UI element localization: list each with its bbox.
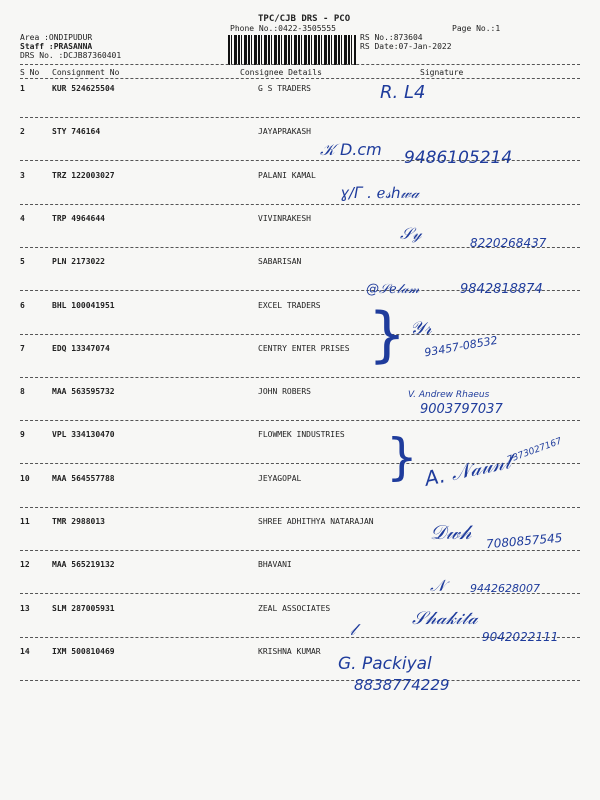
staff-label: Staff :PRASANNA <box>20 42 93 51</box>
row-serial-number: 14 <box>20 647 30 656</box>
divider <box>20 64 580 65</box>
row-divider <box>20 680 580 681</box>
signature-4-phone: 8220268437 <box>470 236 547 250</box>
column-header-sno: S No <box>20 68 40 77</box>
row-consignment-number: TRZ 122003027 <box>52 171 115 180</box>
row-consignee: SABARISAN <box>258 257 302 266</box>
row-serial-number: 10 <box>20 474 30 483</box>
row-consignment-number: BHL 100041951 <box>52 301 115 310</box>
row-serial-number: 7 <box>20 344 25 353</box>
row-consignment-number: PLN 2173022 <box>52 257 105 266</box>
row-consignee: CENTRY ENTER PRISES <box>258 344 350 353</box>
report-title: TPC/CJB DRS - PCO <box>258 14 351 24</box>
row-consignee: JEYAGOPAL <box>258 474 302 483</box>
row-serial-number: 12 <box>20 560 30 569</box>
signature-7-scribble: 𝒴𝓇 <box>410 318 432 339</box>
signature-14-name: G. Packiyal <box>338 654 432 674</box>
row-serial-number: 5 <box>20 257 25 266</box>
row-consignment-number: TMR 2988013 <box>52 517 105 526</box>
row-consignment-number: STY 746164 <box>52 127 101 136</box>
signature-13-mark: 𝓁 <box>350 620 356 639</box>
row-consignment-number: VPL 334130470 <box>52 430 115 439</box>
row-serial-number: 11 <box>20 517 30 526</box>
row-divider <box>20 420 580 421</box>
signature-5-scribble: @𝒮ℯ𝓁𝒶𝓂 <box>366 282 420 297</box>
signature-12-scribble: 𝒩 <box>430 576 446 595</box>
row-consignee: G S TRADERS <box>258 84 311 93</box>
row-consignment-number: EDQ 13347074 <box>52 344 110 353</box>
row-consignee: JOHN ROBERS <box>258 387 311 396</box>
row-divider <box>20 204 580 205</box>
row-serial-number: 3 <box>20 171 25 180</box>
signature-12-phone: 9442628007 <box>470 582 540 595</box>
signature-11-scribble: 𝒟𝓌𝒽 <box>430 520 472 544</box>
signature-14-phone: 8838774229 <box>354 676 450 694</box>
row-consignment-number: MAA 564557788 <box>52 474 115 483</box>
row-serial-number: 6 <box>20 301 25 310</box>
row-serial-number: 2 <box>20 127 25 136</box>
bracket-6-7: } <box>368 300 407 370</box>
column-header-signature: Signature <box>420 68 464 77</box>
signature-13-phone: 9042022111 <box>482 630 559 644</box>
bracket-9-10: } <box>386 428 418 486</box>
row-consignee: VIVINRAKESH <box>258 214 311 223</box>
row-consignment-number: SLM 287005931 <box>52 604 115 613</box>
column-header-consignee: Consignee Details <box>240 68 322 77</box>
barcode <box>228 35 356 65</box>
row-consignment-number: TRP 4964644 <box>52 214 105 223</box>
signature-10-phone: 7373027167 <box>506 436 564 466</box>
drs-number: DRS No. :DCJB87360401 <box>20 51 122 60</box>
row-consignee: JAYAPRAKASH <box>258 127 311 136</box>
area-label: Area :ONDIPUDUR <box>20 33 93 42</box>
signature-10-scribble: A. 𝒩𝒶𝓊𝓃𝓉 <box>422 449 513 491</box>
signature-8-phone: 9003797037 <box>420 402 503 417</box>
row-serial-number: 13 <box>20 604 30 613</box>
signature-2-scribble: 𝒦 D.cm <box>320 140 382 159</box>
signature-11-phone: 7080857545 <box>485 530 563 552</box>
row-consignment-number: MAA 563595732 <box>52 387 115 396</box>
row-serial-number: 8 <box>20 387 25 396</box>
phone-number: Phone No.:0422-3505555 <box>230 24 336 33</box>
row-consignment-number: KUR 524625504 <box>52 84 115 93</box>
divider <box>20 78 580 79</box>
signature-13-scribble: 𝒮𝒽𝒶𝓀𝒾𝓉𝒶 <box>412 608 478 629</box>
row-serial-number: 9 <box>20 430 25 439</box>
rs-date: RS Date:07-Jan-2022 <box>360 42 452 51</box>
row-consignee: FLOWMEK INDUSTRIES <box>258 430 345 439</box>
signature-4-scribble: 𝒮𝓎 <box>400 224 422 243</box>
row-divider <box>20 507 580 508</box>
signature-2-phone: 9486105214 <box>404 148 513 168</box>
signature-3: ɣ/ᒥ . ℯ𝓈ℎ𝓌𝒶 <box>340 184 420 202</box>
row-consignment-number: MAA 565219132 <box>52 560 115 569</box>
signature-5-phone: 9842818874 <box>460 282 543 297</box>
signature-8-name: V. Andrew Rhaeus <box>408 390 490 400</box>
rs-number: RS No.:873604 <box>360 33 423 42</box>
row-consignee: ZEAL ASSOCIATES <box>258 604 331 613</box>
row-divider <box>20 117 580 118</box>
row-serial-number: 1 <box>20 84 25 93</box>
signature-7-phone: 93457-08532 <box>423 333 499 360</box>
row-consignee: KRISHNA KUMAR <box>258 647 321 656</box>
page-number: Page No.:1 <box>452 24 501 33</box>
column-header-consignment: Consignment No <box>52 68 120 77</box>
row-consignee: PALANI KAMAL <box>258 171 316 180</box>
row-consignee: BHAVANI <box>258 560 292 569</box>
row-serial-number: 4 <box>20 214 25 223</box>
row-consignee: EXCEL TRADERS <box>258 301 321 310</box>
signature-1: R. L4 <box>380 82 426 103</box>
row-divider <box>20 377 580 378</box>
row-consignee: SHREE ADHITHYA NATARAJAN <box>258 517 374 526</box>
row-consignment-number: IXM 500810469 <box>52 647 115 656</box>
